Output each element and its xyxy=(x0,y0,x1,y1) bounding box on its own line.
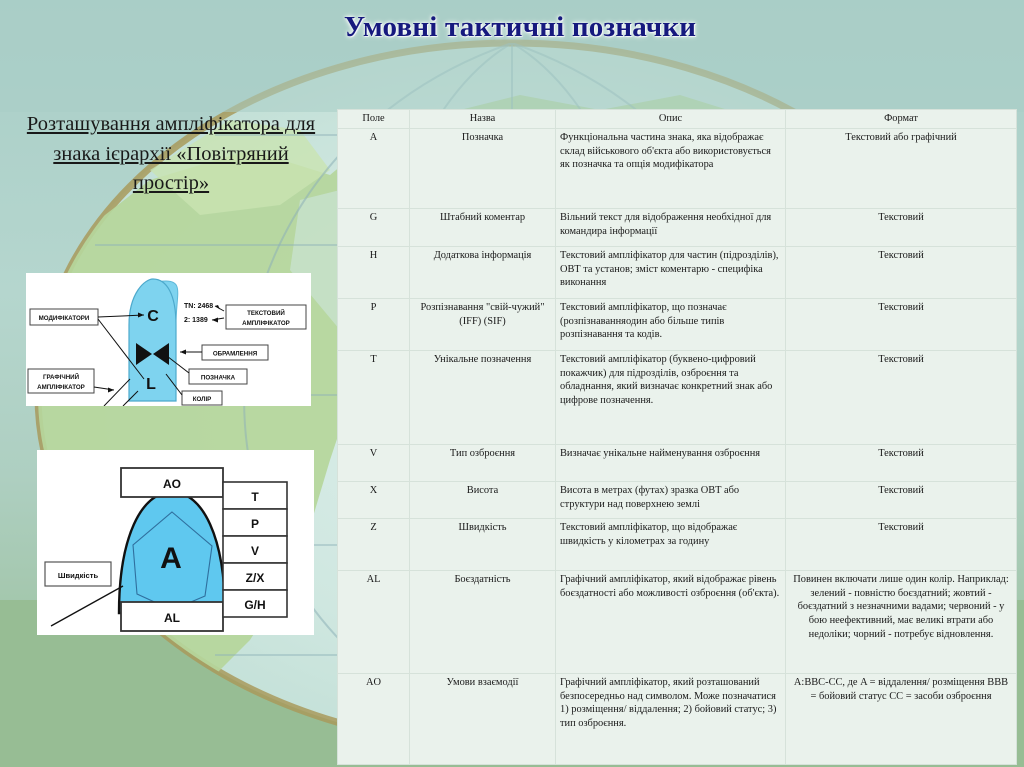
table-row xyxy=(338,482,1017,519)
callout-graphic-amplifier-label-2: АМПЛІФІКАТОР xyxy=(37,384,85,391)
table-row xyxy=(338,129,1017,209)
symbol-secondary-number: 2: 1389 xyxy=(184,317,208,324)
cell-format: Текстовий xyxy=(786,247,1017,299)
amplifier-placement-diagram xyxy=(37,450,314,635)
cell-format: Текстовий xyxy=(786,299,1017,351)
cell-name: Додаткова інформація xyxy=(410,247,556,299)
table-row xyxy=(338,299,1017,351)
cell-desc: Вільний текст для відображення необхідної для командира інформації xyxy=(556,209,786,247)
amplifier-placement-svg xyxy=(37,450,314,635)
symbol-bottom-letter: L xyxy=(146,376,156,393)
table-header-row xyxy=(338,110,1017,129)
table-header-format: Формат xyxy=(786,110,1017,129)
cell-field: AO xyxy=(338,674,410,765)
placement-top-box-label: AO xyxy=(163,477,181,491)
placement-speed-label: Швидкість xyxy=(57,571,99,580)
left-section-heading xyxy=(26,110,316,199)
cell-name: Розпізнавання "свій-чужий" (IFF) (SIF) xyxy=(410,299,556,351)
callout-text-amplifier-label-1: ТЕКСТОВИЙ xyxy=(247,310,285,317)
placement-side-box-label-4: G/H xyxy=(244,598,266,612)
cell-format: Повинен включати лише один колір. Наприклад: зелений - повністю боєздатний; жовтий - боєздатний з незначними вадами; червоний - у бою неефективний, має великі втрати або недоліки; чорний - потребує відновлення. xyxy=(786,571,1017,674)
cell-desc: Текстовий ампліфікатор для частин (підрозділів), ОВТ та установ; зміст коментарю - специфіка виконання xyxy=(556,247,786,299)
left-section-heading-text: Розташування ампліфікатора для знака ієрархії «Повітряний простір» xyxy=(26,113,316,195)
cell-name: Висота xyxy=(410,482,556,519)
cell-format: Текстовий xyxy=(786,445,1017,482)
cell-field: X xyxy=(338,482,410,519)
table-row xyxy=(338,247,1017,299)
placement-side-box-stack xyxy=(223,482,287,617)
cell-desc: Функціональна частина знака, яка відображає склад військового об'єкта або використовується як позначка та опція модифікатора xyxy=(556,129,786,209)
placement-center-letter: A xyxy=(160,542,182,575)
cell-field: T xyxy=(338,351,410,445)
placement-side-box-label-1: P xyxy=(250,517,260,531)
placement-side-box-label-0: T xyxy=(251,490,259,504)
cell-format: Текстовий xyxy=(786,482,1017,519)
cell-format: Текстовий xyxy=(786,519,1017,571)
table-row xyxy=(338,209,1017,247)
cell-field: G xyxy=(338,209,410,247)
cell-field: A xyxy=(338,129,410,209)
callout-color-label: КОЛІР xyxy=(192,396,212,403)
cell-format: Текстовий або графічний xyxy=(786,129,1017,209)
cell-format: Текстовий xyxy=(786,209,1017,247)
cell-field: H xyxy=(338,247,410,299)
cell-field: P xyxy=(338,299,410,351)
table-row xyxy=(338,571,1017,674)
table-row xyxy=(338,519,1017,571)
placement-side-box-label-2: V xyxy=(250,544,260,558)
table-row xyxy=(338,674,1017,765)
callout-text-amplifier-label-2: АМПЛІФІКАТОР xyxy=(242,320,290,327)
table-row xyxy=(338,351,1017,445)
cell-desc: Текстовий ампліфікатор, що позначає (розпізнаванняодин або більше типів розпізнавання та кодів. xyxy=(556,299,786,351)
callout-mark-label: ПОЗНАЧКА xyxy=(200,374,236,382)
cell-name: Штабний коментар xyxy=(410,209,556,247)
table-header-field: Поле xyxy=(338,110,410,129)
cell-desc: Визначає унікальне найменування озброєння xyxy=(556,445,786,482)
cell-format: A:BBC-CC, де A = віддалення/ розміщення BBB = бойовий статус CC = засоби озброєння xyxy=(786,674,1017,765)
table-header-desc: Опис xyxy=(556,110,786,129)
callout-frame-label: ОБРАМЛЕННЯ xyxy=(212,350,258,358)
symbol-anatomy-diagram xyxy=(26,273,311,406)
cell-name: Швидкість xyxy=(410,519,556,571)
cell-desc: Текстовий ампліфікатор (буквено-цифровий покажчик) для підрозділів, озброєння та обладнання, який визначає конкретний знак або цифрове позначення. xyxy=(556,351,786,445)
amplifier-fields-table xyxy=(337,109,1017,765)
placement-side-box-label-3: Z/X xyxy=(245,571,265,585)
cell-desc: Текстовий ампліфікатор, що відображає швидкість у кілометрах за годину xyxy=(556,519,786,571)
cell-format: Текстовий xyxy=(786,351,1017,445)
page-title: Умовні тактичні позначки xyxy=(343,11,697,43)
placement-bottom-box-label: AL xyxy=(164,611,180,625)
cell-desc: Графічний ампліфікатор, який розташований безпосередньо над символом. Може позначатися 1) розміщення/ віддалення; 2) бойовий статус; 3) тип озброєння. xyxy=(556,674,786,765)
cell-field: Z xyxy=(338,519,410,571)
cell-field: V xyxy=(338,445,410,482)
table-header-name: Назва xyxy=(410,110,556,129)
cell-name: Позначка xyxy=(410,129,556,209)
cell-desc: Висота в метрах (футах) зразка ОВТ або структури над поверхнею землі xyxy=(556,482,786,519)
cell-field: AL xyxy=(338,571,410,674)
callout-graphic-amplifier-label-1: ГРАФІЧНИЙ xyxy=(42,374,80,381)
callout-modifiers-label: МОДИФІКАТОРИ xyxy=(38,315,90,322)
symbol-anatomy-svg xyxy=(26,273,311,406)
cell-name: Тип озброєння xyxy=(410,445,556,482)
symbol-track-number: TN: 2468 xyxy=(184,303,214,310)
table-row xyxy=(338,445,1017,482)
symbol-top-letter: C xyxy=(147,308,159,325)
cell-name: Унікальне позначення xyxy=(410,351,556,445)
amplifier-fields-table-wrapper xyxy=(337,109,1016,765)
cell-desc: Графічний ампліфікатор, який відображає рівень боєздатності або можливості озброєння (об'єкта). xyxy=(556,571,786,674)
cell-name: Умови взаємодії xyxy=(410,674,556,765)
cell-name: Боєздатність xyxy=(410,571,556,674)
